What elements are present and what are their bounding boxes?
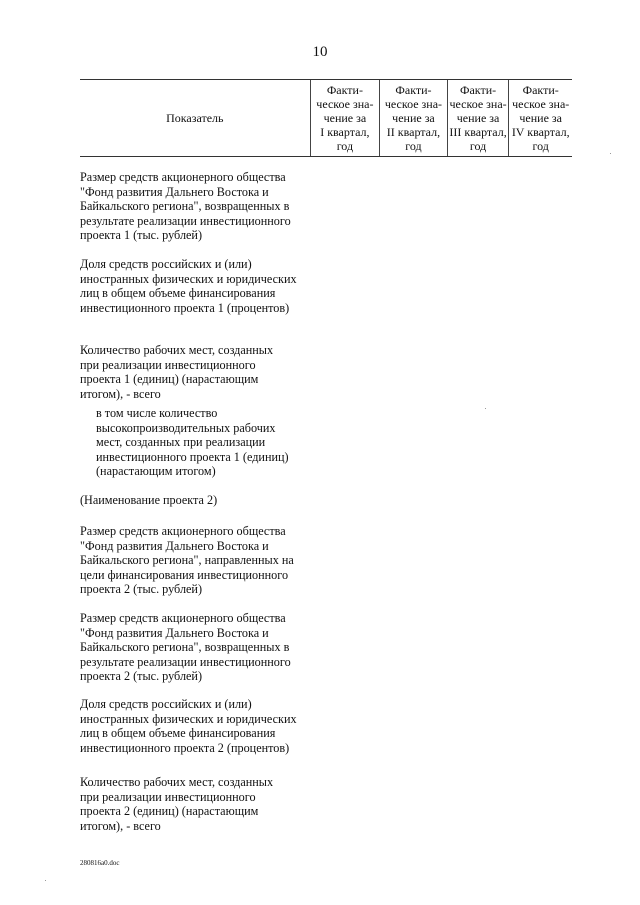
scan-speck	[45, 880, 46, 881]
table-row: в том числе количество высокопроизводительных рабочих мест, созданных при реализации инвестиционного проекта 1 (единиц) (нарастающим итогом)	[96, 406, 289, 479]
table-row: Размер средств акционерного общества "Фонд развития Дальнего Востока и Байкальского региона", направленных на цели финансирования инвестиционного проекта 2 (тыс. рублей)	[80, 524, 294, 597]
file-name-footer: 280816a0.doc	[80, 859, 120, 867]
scan-speck	[485, 408, 486, 409]
header-q1: Факти- ческое зна- чение за I квартал, год	[310, 80, 380, 156]
scan-speck	[610, 153, 611, 154]
header-q2: Факти- ческое зна- чение за II квартал, год	[379, 80, 447, 156]
table-row: Доля средств российских и (или) иностранных физических и юридических лиц в общем объеме финансирования инвестиционного проекта 1 (процентов)	[80, 257, 297, 315]
header-indicator: Показатель	[166, 111, 224, 125]
header-q3: Факти- ческое зна- чение за III квартал, год	[447, 80, 509, 156]
table-row: Размер средств акционерного общества "Фонд развития Дальнего Востока и Байкальского региона", возвращенных в результате реализации инвестиционного проекта 1 (тыс. рублей)	[80, 170, 291, 243]
table-row: Количество рабочих мест, созданных при реализации инвестиционного проекта 1 (единиц) (нарастающим итогом), - всего	[80, 343, 274, 401]
page-number: 10	[312, 44, 328, 60]
table-row: Размер средств акционерного общества "Фонд развития Дальнего Востока и Байкальского региона", возвращенных в результате реализации инвестиционного проекта 2 (тыс. рублей)	[80, 611, 291, 684]
table-header	[80, 79, 572, 157]
header-q4: Факти- ческое зна- чение за IV квартал, год	[508, 80, 572, 156]
table-row: Количество рабочих мест, созданных при реализации инвестиционного проекта 2 (единиц) (нарастающим итогом), - всего	[80, 775, 274, 833]
table-row: Доля средств российских и (или) иностранных физических и юридических лиц в общем объеме финансирования инвестиционного проекта 2 (процентов)	[80, 697, 297, 755]
project-name-row: (Наименование проекта 2)	[80, 493, 218, 507]
